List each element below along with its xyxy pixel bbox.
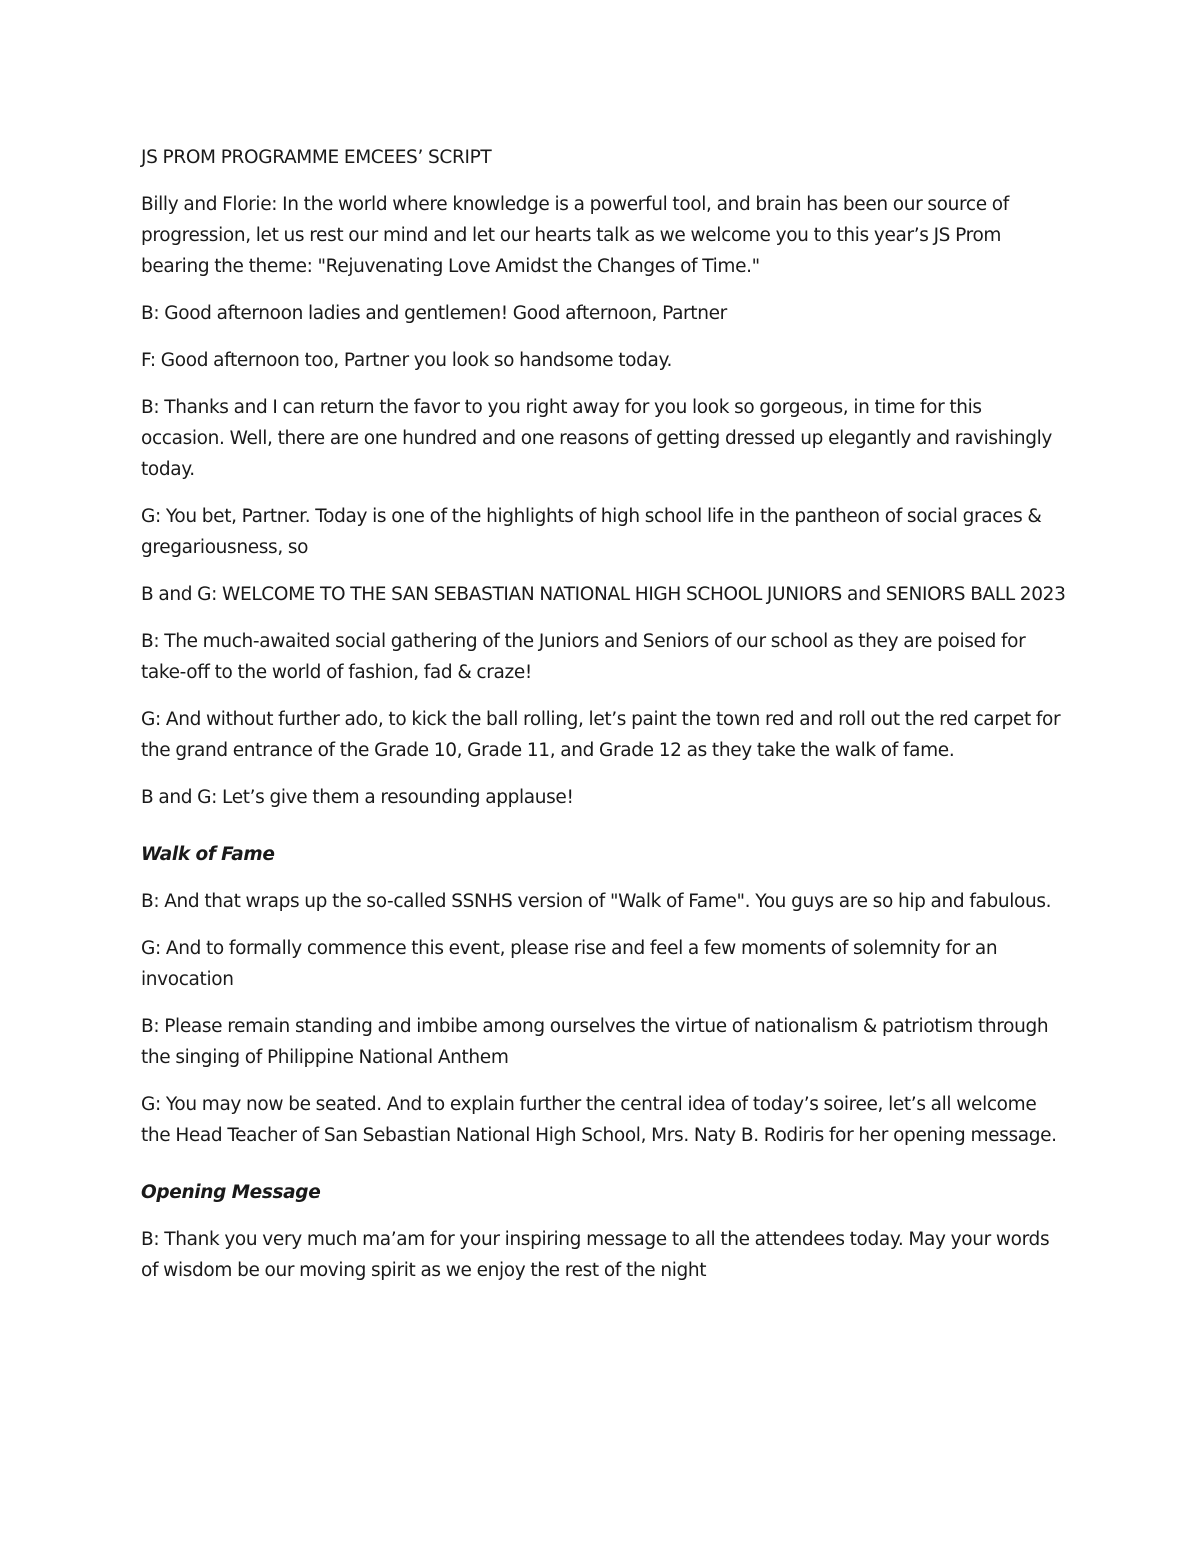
document-body <box>141 142 1066 1302</box>
script-line: B and G: WELCOME TO THE SAN SEBASTIAN NATIONAL HIGH SCHOOL JUNIORS and SENIORS BALL 2023 <box>141 584 1066 605</box>
script-line: B: Thank you very much ma’am for your inspiring message to all the attendees today. May your words of wisdom be our moving spirit as we enjoy the rest of the night <box>141 1229 1050 1281</box>
script-line: G: And to formally commence this event, please rise and feel a few moments of solemnity for an invocation <box>141 938 998 990</box>
document-title: JS PROM PROGRAMME EMCEES’ SCRIPT <box>141 147 492 168</box>
section-heading-opening-message: Opening Message <box>141 1182 321 1203</box>
script-line: B: Good afternoon ladies and gentlemen! Good afternoon, Partner <box>141 303 727 324</box>
script-line: G: You bet, Partner. Today is one of the highlights of high school life in the pantheon of social graces & gregariousness, so <box>141 506 1042 558</box>
script-line: G: And without further ado, to kick the ball rolling, let’s paint the town red and roll out the red carpet for the grand entrance of the Grade 10, Grade 11, and Grade 12 as they take the walk of fame. <box>141 709 1061 761</box>
script-line: B: The much-awaited social gathering of the Juniors and Seniors of our school as they are poised for take-off to the world of fashion, fad & craze! <box>141 631 1026 683</box>
script-line: B: And that wraps up the so-called SSNHS version of "Walk of Fame". You guys are so hip and fabulous. <box>141 891 1052 912</box>
script-line: B and G: Let’s give them a resounding applause! <box>141 787 574 808</box>
script-line: F: Good afternoon too, Partner you look so handsome today. <box>141 350 672 371</box>
script-line: G: You may now be seated. And to explain further the central idea of today’s soiree, let’s all welcome the Head Teacher of San Sebastian National High School, Mrs. Naty B. Rodiris for her opening message. <box>141 1094 1057 1146</box>
section-heading-walk-of-fame: Walk of Fame <box>141 844 275 865</box>
script-line: B: Please remain standing and imbibe among ourselves the virtue of nationalism & patriotism through the singing of Philippine National Anthem <box>141 1016 1049 1068</box>
script-line: B: Thanks and I can return the favor to you right away for you look so gorgeous, in time for this occasion. Well, there are one hundred and one reasons of getting dressed up elegantly and ravishingly today. <box>141 397 1053 480</box>
script-line: Billy and Florie: In the world where knowledge is a powerful tool, and brain has been our source of progression, let us rest our mind and let our hearts talk as we welcome you to this year’s JS Prom bearing the theme: "Rejuvenating Love Amidst the Changes of Time." <box>141 194 1009 277</box>
